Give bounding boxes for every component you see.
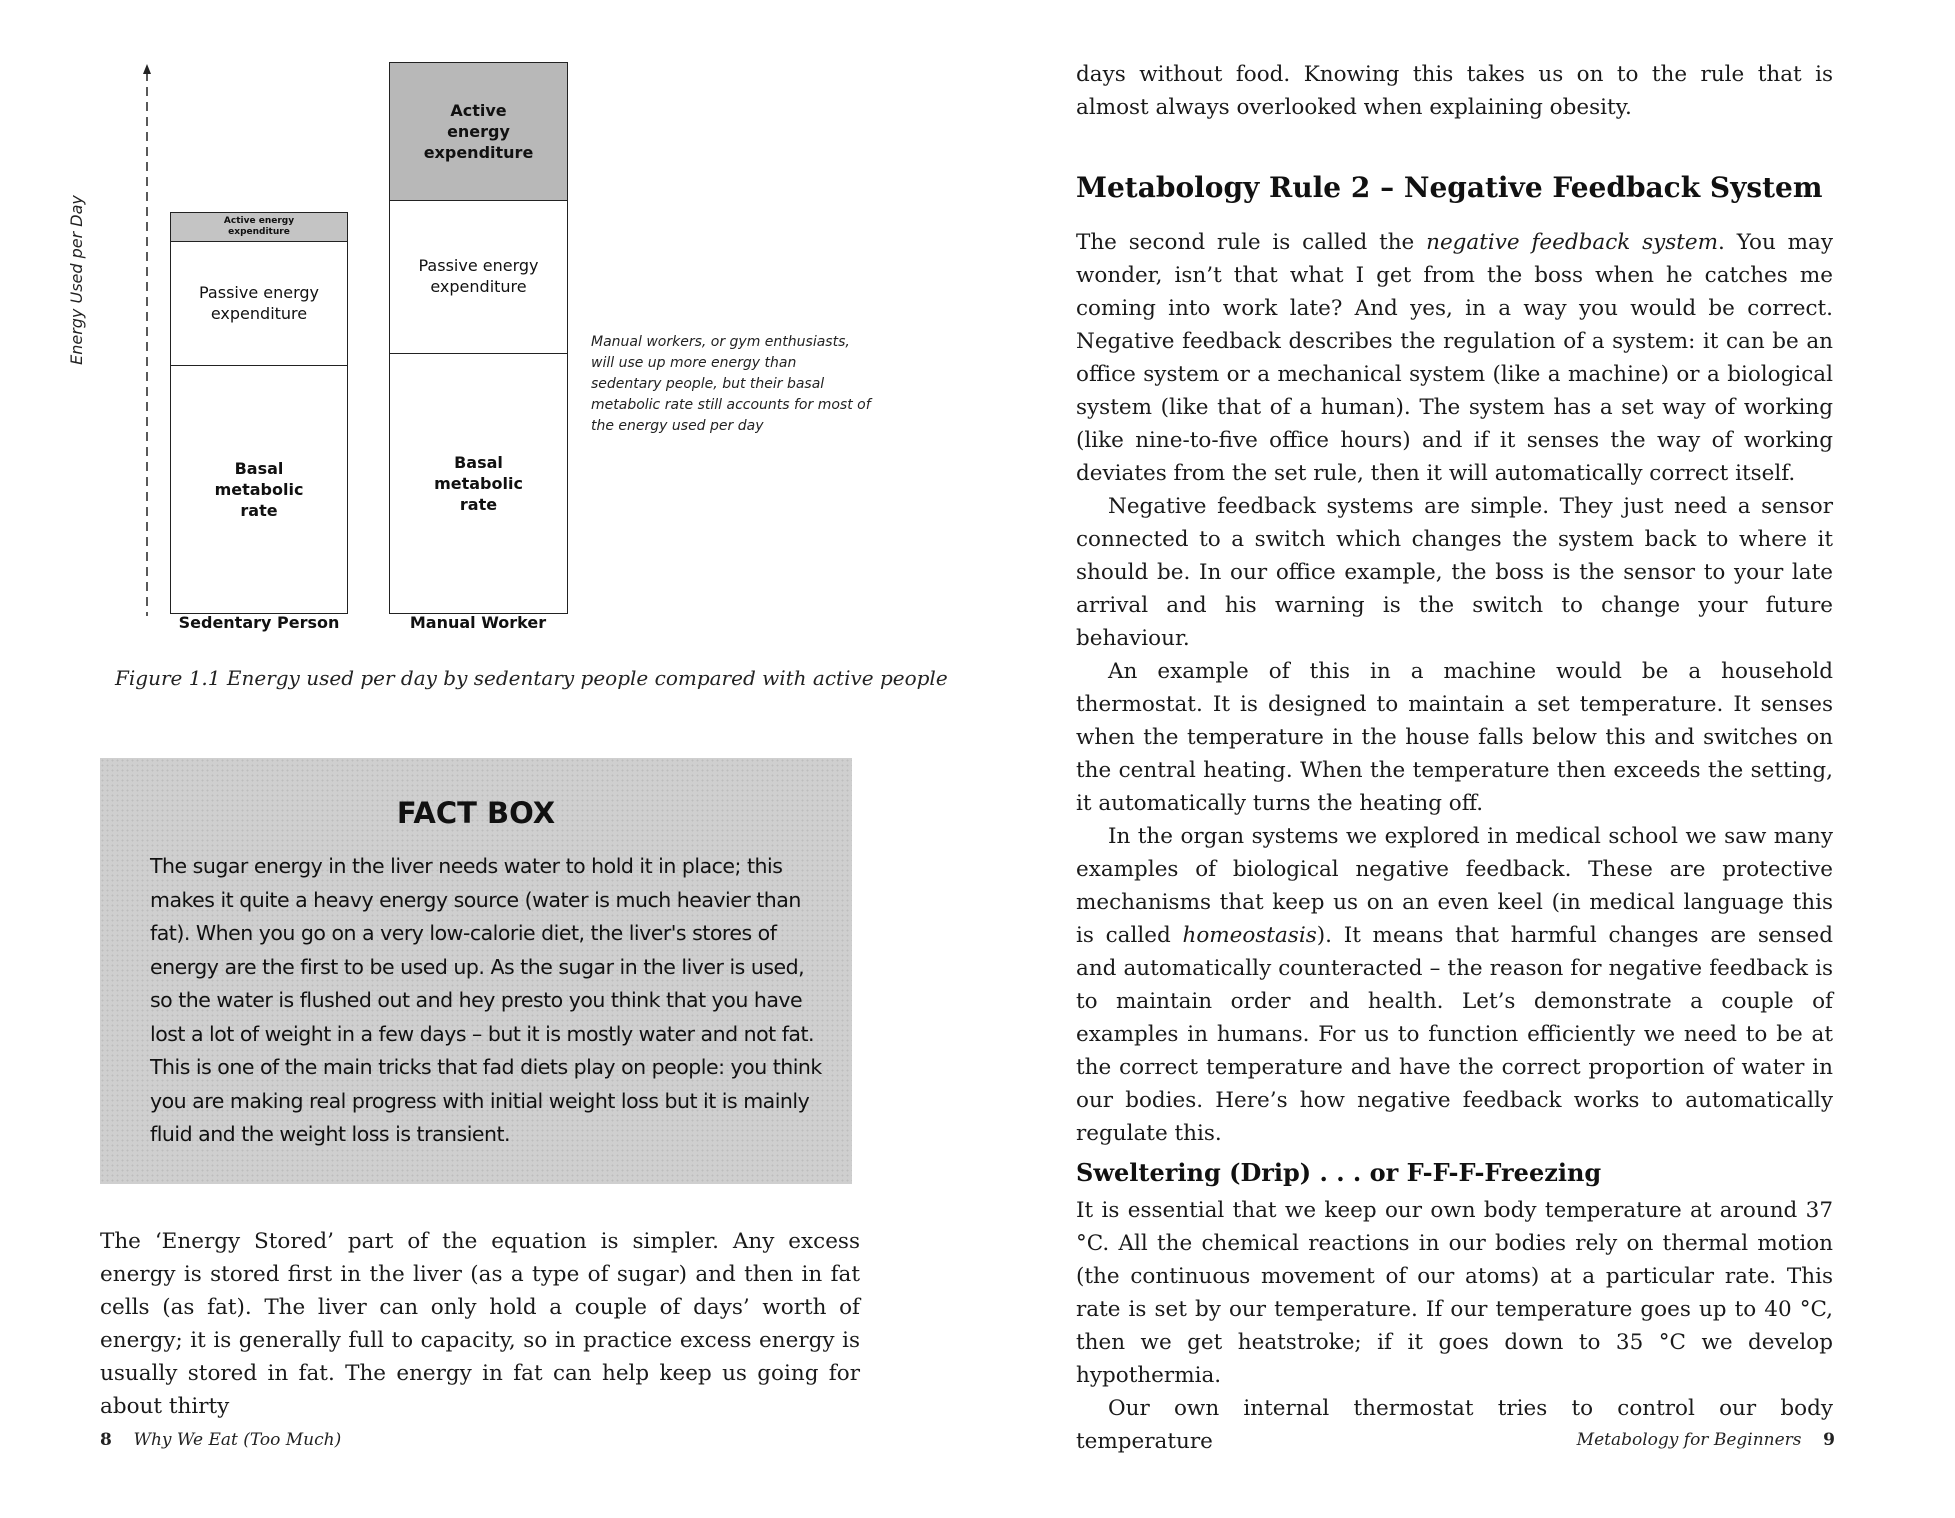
segment-label: Basal metabolic rate <box>214 458 304 520</box>
figure-caption: Figure 1.1 Energy used per day by sedentary people compared with active people <box>115 666 948 690</box>
text-run: ). It means that harmful changes are sensed and automatically counteracted – the reason for negative feedback is to maintain order and health. Let’s demonstrate a couple of examples in humans. For us to function efficiently we need to be at the correct temperature and have the correct proportion of water in our bodies. Here’s how negative feedback works to automatically regulate this. <box>1076 923 1833 1146</box>
y-axis-arrowhead <box>143 64 151 74</box>
segment-active-energy <box>171 213 347 242</box>
paragraph: An example of this in a machine would be a household thermostat. It is designed to maintain a set temperature. It senses when the temperature in the house falls below this and switches on the central heating. When the temperature then exceeds the setting, it automatically turns the heating off. <box>1076 659 1833 816</box>
paragraph: The ‘Energy Stored’ part of the equation is simpler. Any excess energy is stored first in the liver (as a type of sugar) and then in fat cells (as fat). The liver can only hold a couple of days’ worth of energy; it is generally full to capacity, so in practice excess energy is usually stored in fat. The energy in fat can help keep us going for about thirty <box>100 1229 860 1419</box>
segment-label: Passive energy expenditure <box>199 283 319 323</box>
segment-passive-energy <box>390 200 567 354</box>
footer-left <box>100 1430 341 1450</box>
subsection-heading: Sweltering (Drip) . . . or F-F-F-Freezing <box>1076 1158 1602 1187</box>
body-text-sweltering <box>1076 1194 1833 1458</box>
running-title: Metabology for Beginners <box>1576 1430 1802 1450</box>
segment-basal-metabolic-rate <box>390 354 567 613</box>
segment-label: Active energy expenditure <box>223 216 295 237</box>
body-text-intro <box>1076 58 1833 124</box>
segment-label: Basal metabolic rate <box>434 453 523 514</box>
bar-manual-worker <box>389 62 568 614</box>
text-run: In the organ systems we explored in medical school we saw many examples of biological negative feedback. These are protective mechanisms that keep us on an even keel (in medical language this is called <box>1076 824 1833 948</box>
paragraph: days without food. Knowing this takes us on to the rule that is almost always overlooked when explaining obesity. <box>1076 62 1833 120</box>
paragraph: It is essential that we keep our own body temperature at around 37 °C. All the chemical reactions in our bodies rely on thermal motion (the continuous movement of our atoms) at a particular rate. This rate is set by our temperature. If our temperature goes up to 40 °C, then we get heatstroke; if it goes down to 35 °C we develop hypothermia. <box>1076 1198 1833 1388</box>
y-axis-label: Energy Used per Day <box>67 195 86 365</box>
footer-right <box>1577 1430 1835 1450</box>
running-title: Why We Eat (Too Much) <box>133 1430 342 1450</box>
page-number: 8 <box>100 1430 112 1450</box>
text-run: The second rule is called the <box>1076 230 1427 255</box>
emphasized-term: homeostasis <box>1182 923 1317 948</box>
segment-label: Active energy expenditure <box>423 101 534 162</box>
text-run: . You may wonder, isn’t that what I get from the boss when he catches me coming into work late? And yes, in a way you would be correct. Negative feedback describes the regulation of a system: it can be an office system or a mechanical system (like a machine) or a biological system (like that of a human). The system has a set way of working (like nine-to-five office hours) and if it senses the way of working deviates from the set rule, then it will automatically correct itself. <box>1076 230 1833 486</box>
paragraph <box>1076 226 1833 490</box>
segment-active-energy <box>390 63 567 201</box>
bar-sedentary-person <box>170 212 348 614</box>
right-page <box>978 0 1955 1518</box>
figure-annotation: Manual workers, or gym enthusiasts, will use up more energy than sedentary people, but their basal metabolic rate still accounts for most of the energy used per day <box>591 334 871 434</box>
bar-category-label: Manual Worker <box>409 613 547 632</box>
paragraph <box>1076 820 1833 1150</box>
section-heading: Metabology Rule 2 – Negative Feedback System <box>1076 171 1823 204</box>
segment-basal-metabolic-rate <box>171 365 347 613</box>
fact-box <box>100 758 852 1184</box>
fact-box-text: The sugar energy in the liver needs water to hold it in place; this makes it quite a heavy energy source (water is much heavier than fat). When you go on a very low-calorie diet, the liver's stores of energy are the first to be used up. As the sugar in the liver is used, so the water is flushed out and hey presto you think that you have lost a lot of weight in a few days – but it is mostly water and not fat. This is one of the main tricks that fad diets play on people: you think you are making real progress with initial weight loss but it is mainly fluid and the weight loss is transient. <box>150 854 822 1146</box>
fact-box-title: FACT BOX <box>396 796 556 830</box>
page-number: 9 <box>1823 1430 1835 1450</box>
body-text-rule2 <box>1076 226 1833 1150</box>
bar-category-label: Sedentary Person <box>178 613 340 632</box>
segment-passive-energy <box>171 241 347 366</box>
paragraph: Negative feedback systems are simple. They just need a sensor connected to a switch which changes the system back to where it should be. In our office example, the boss is the sensor to your late arrival and his warning is the switch to change your future behaviour. <box>1076 494 1833 651</box>
figure-energy-bars <box>0 0 978 700</box>
paragraph: Our own internal thermostat tries to control our body temperature <box>1076 1396 1833 1454</box>
emphasized-term: negative feedback system <box>1426 230 1719 255</box>
body-text-left <box>100 1225 860 1423</box>
segment-label: Passive energy expenditure <box>418 256 539 296</box>
